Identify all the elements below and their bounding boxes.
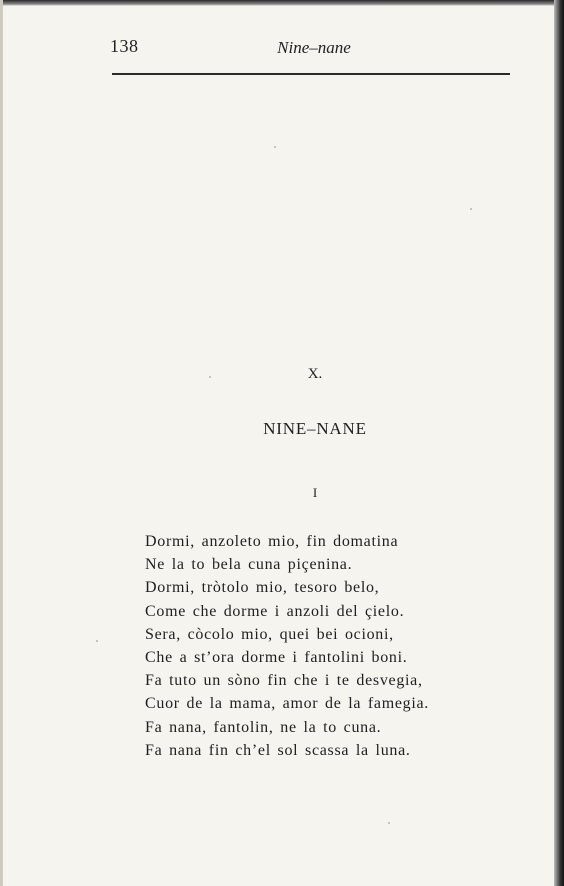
running-title: Nine–nane: [277, 38, 351, 57]
paper-speck: [96, 640, 98, 642]
poem-line: Ne la to bela cuna piçenina.: [145, 556, 353, 574]
poem-line: Come che dorme i anzoli del çielo.: [145, 602, 405, 620]
scan-edge-right: [554, 0, 564, 886]
poem-line: Dormi, tròtolo mio, tesoro belo,: [145, 579, 380, 597]
paper-speck: [470, 208, 472, 210]
page-number: 138: [110, 36, 139, 56]
poem-line: Cuor de la mama, amor de la famegia.: [145, 695, 429, 713]
poem-line: Dormi, anzoleto mio, fin domatina: [145, 533, 399, 550]
section-number: X.: [307, 366, 323, 382]
poem-line: Sera, còcolo mio, quei bei ocioni,: [145, 625, 394, 643]
poem-line: Fa nana fin ch’el sol scassa la luna.: [145, 741, 411, 759]
scan-edge-left: [0, 0, 3, 886]
paper-speck: [209, 376, 211, 378]
subsection-number: I: [312, 485, 318, 500]
poem-title: NINE–NANE: [263, 419, 367, 438]
poem-stanza: [145, 530, 485, 762]
poem-line: Che a st’ora dorme i fantolini boni.: [145, 648, 408, 666]
poem-line: Fa nana, fantolin, ne la to cuna.: [145, 718, 382, 736]
paper-speck: [274, 146, 276, 148]
scan-edge-top: [0, 0, 564, 6]
poem-line: Fa tuto un sòno fin che i te desvegia,: [145, 672, 423, 690]
header-rule: [112, 73, 510, 75]
paper-speck: [388, 822, 390, 824]
